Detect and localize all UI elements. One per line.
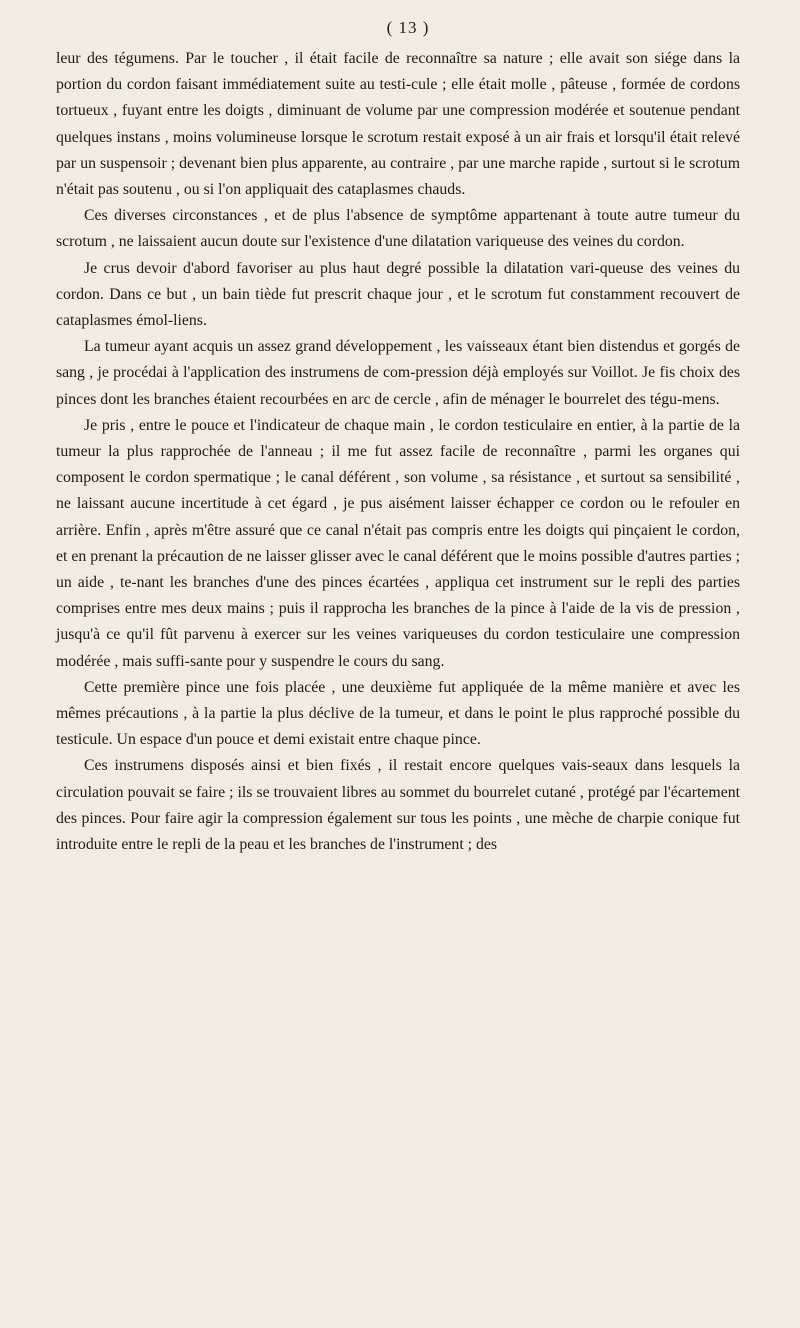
paragraph-5: Je pris , entre le pouce et l'indicateur de chaque main , le cordon testiculaire en entier, à la partie de la tumeur la plus rapprochée de l'anneau ; il me fut assez facile de reconnaître , parmi les organes qui composent le cordon spermatique ; le canal déférent , son volume , sa résistance , et surtout sa sensibilité , ne laissant aucune incertitude à cet égard , je pus aisément laisser échapper ce cordon ou le refouler en arrière. Enfin , après m'être assuré que ce canal n'était pas compris entre les doigts qui pinçaient le cordon, et en prenant la précaution de ne laisser glisser avec le canal déférent que le moins possible d'autres parties ; un aide , te-nant les branches d'une des pinces écartées , appliqua cet instrument sur le repli des parties comprises entre mes deux mains ; puis il rapprocha les branches de la pince à l'aide de la vis de pression , jusqu'à ce qu'il fût parvenu à exercer sur les veines variqueuses du cordon testiculaire une compression modérée , mais suffi-sante pour y suspendre le cours du sang. [56, 416, 740, 670]
paragraph-4: La tumeur ayant acquis un assez grand développement , les vaisseaux étant bien distendus et gorgés de sang , je procédai à l'application des instrumens de com-pression déjà employés sur Voillot. Je fis choix des pinces dont les branches étaient recourbées en arc de cercle , afin de ménager le bourrelet des tégu-mens. [56, 338, 740, 408]
paragraph-2: Ces diverses circonstances , et de plus l'absence de symptôme appartenant à toute autre tumeur du scrotum , ne laissaient aucun doute sur l'existence d'une dilatation variqueuse des veines du cordon. [56, 207, 740, 251]
page-number: ( 13 ) [386, 18, 430, 37]
paragraph-6: Cette première pince une fois placée , une deuxième fut appliquée de la même manière et avec les mêmes précautions , à la partie la plus déclive de la tumeur, et dans le point le plus rapproché possible du testicule. Un espace d'un pouce et demi existait entre chaque pince. [56, 678, 740, 749]
paragraph-3: Je crus devoir d'abord favoriser au plus haut degré possible la dilatation vari-queuse des veines du cordon. Dans ce but , un bain tiède fut prescrit chaque jour , et le scrotum fut constamment recouvert de cataplasmes émol-liens. [56, 259, 740, 330]
paragraph-1: leur des tégumens. Par le toucher , il était facile de reconnaître sa nature ; elle avait son siége dans la portion du cordon faisant immédiatement suite au testi-cule ; elle était molle , pâteuse , formée de cordons tortueux , fuyant entre les doigts , diminuant de volume par une compression modérée et soutenue pendant quelques instans , moins volumineuse lorsque le scrotum restait exposé à un air frais et lorsqu'il était relevé par un suspensoir ; devenant bien plus apparente, au contraire , par une marche rapide , surtout si le scrotum n'était pas soutenu , ou si l'on appliquait des cataplasmes chauds. [56, 50, 740, 199]
paragraph-7: Ces instrumens disposés ainsi et bien fixés , il restait encore quelques vais-seaux dans lesquels la circulation pouvait se faire ; ils se trouvaient libres au sommet du bourrelet cutané , protégé par l'écartement des pinces. Pour faire agir la compression également sur tous les points , une mèche de charpie conique fut introduite entre le repli de la peau et les branches de l'instrument ; des [56, 757, 740, 854]
